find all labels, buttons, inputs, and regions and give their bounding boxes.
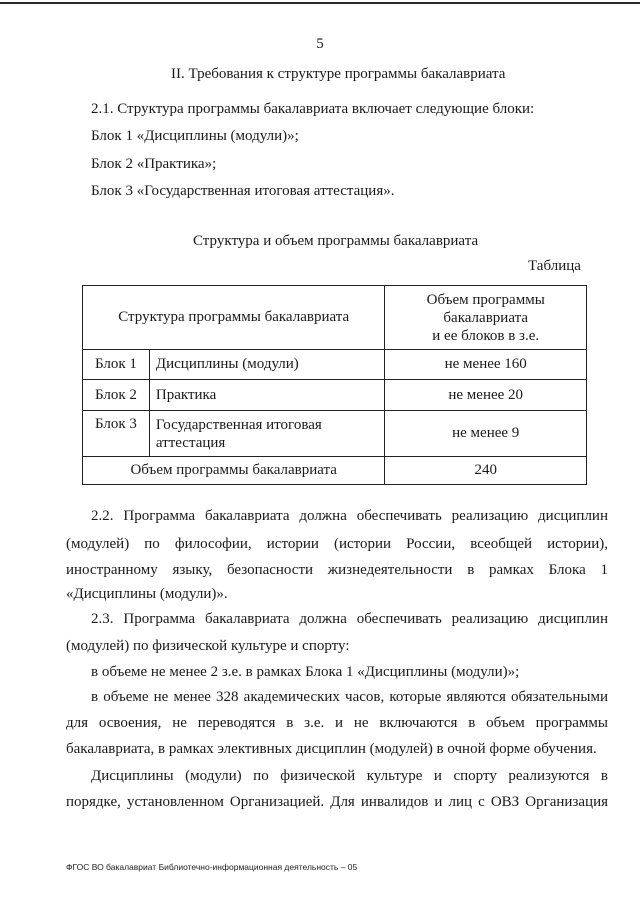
- header-volume-line3: и ее блоков в з.е.: [432, 327, 540, 344]
- program-structure-table: [82, 285, 587, 485]
- p22-line1: 2.2. Программа бакалавриата должна обеспечивать реализацию дисциплин: [91, 508, 608, 524]
- p23-line2: (модулей) по физической культуре и спорту:: [66, 638, 350, 654]
- table-row: [83, 411, 587, 457]
- row-name-line1: Государственная итоговая: [155, 416, 322, 433]
- total-value-cell: 240: [385, 457, 587, 485]
- p21-block1: Блок 1 «Дисциплины (модули)»;: [91, 128, 299, 144]
- p23-line1: 2.3. Программа бакалавриата должна обеспечивать реализацию дисциплин: [91, 611, 608, 627]
- p21-block2: Блок 2 «Практика»;: [91, 156, 217, 172]
- row-block-cell: Блок 2: [83, 380, 150, 411]
- page-number: 5: [316, 36, 324, 52]
- row-name-cell: Практика: [149, 380, 385, 411]
- total-label-cell: Объем программы бакалавриата: [83, 457, 385, 485]
- header-volume: [385, 286, 587, 350]
- top-rule: [0, 2, 640, 4]
- row-block-cell: Блок 1: [83, 350, 150, 380]
- section-heading: II. Требования к структуре программы бакалавриата: [171, 66, 506, 82]
- table-row: [83, 350, 587, 380]
- table-header-row: [83, 286, 587, 350]
- row-volume-cell: не менее 9: [385, 411, 587, 457]
- table-total-row: [83, 457, 587, 485]
- row-name-cell: [149, 411, 385, 457]
- p22-line2: (модулей) по философии, истории (истории России, всеобщей истории),: [66, 536, 608, 552]
- header-structure: Структура программы бакалавриата: [83, 286, 385, 350]
- row-name-line2: аттестация: [155, 434, 226, 451]
- row-block-cell: Блок 3: [83, 411, 150, 457]
- p22-line3: иностранному языку, безопасности жизнедеятельности в рамках Блока 1: [66, 562, 608, 578]
- header-volume-line2: бакалавриата: [443, 309, 528, 326]
- p21-intro: 2.1. Структура программы бакалавриата включает следующие блоки:: [91, 101, 535, 117]
- p23-line4: в объеме не менее 328 академических часов, которые являются обязательными: [91, 689, 608, 705]
- p21-block3: Блок 3 «Государственная итоговая аттестация».: [91, 183, 395, 199]
- table-label: Таблица: [528, 258, 581, 274]
- p22-line4: «Дисциплины (модули)».: [66, 586, 228, 602]
- table-row: [83, 380, 587, 411]
- row-volume-cell: не менее 20: [385, 380, 587, 411]
- p23-line5: для освоения, не переводятся в з.е. и не включаются в объем программы: [66, 715, 608, 731]
- p23-line6: бакалавриата, в рамках элективных дисциплин (модулей) в очной форме обучения.: [66, 741, 597, 757]
- p24-line1: Дисциплины (модули) по физической культуре и спорту реализуются в: [91, 768, 608, 784]
- table-title: Структура и объем программы бакалавриата: [193, 233, 479, 249]
- row-volume-cell: не менее 160: [385, 350, 587, 380]
- p24-line2: порядке, установленном Организацией. Для инвалидов и лиц с ОВЗ Организация: [66, 794, 608, 810]
- p23-line3: в объеме не менее 2 з.е. в рамках Блока 1 «Дисциплины (модули)»;: [91, 664, 520, 680]
- page-footer: ФГОС ВО бакалавриат Библиотечно-информационная деятельность – 05: [66, 862, 358, 872]
- row-name-cell: Дисциплины (модули): [149, 350, 385, 380]
- header-volume-line1: Объем программы: [426, 291, 545, 308]
